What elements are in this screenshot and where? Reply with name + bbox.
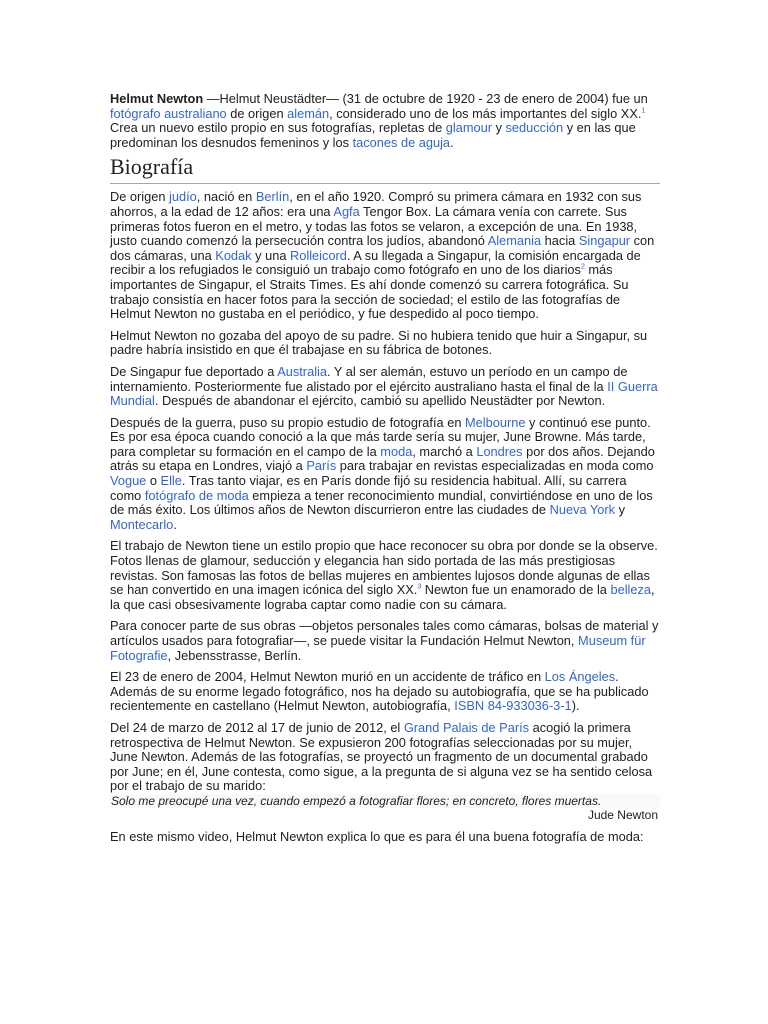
blockquote bbox=[110, 794, 660, 822]
link-grand-palais[interactable]: Grand Palais de París bbox=[403, 719, 530, 735]
link-australia[interactable]: Australia bbox=[277, 363, 327, 379]
text: . Además de su enorme legado fotográfico, nos ha dejado su autobiografía, que se ha publicado recientemente en castellano (Helmut Newton, autobiografía, bbox=[110, 669, 649, 714]
link-melbourne[interactable]: Melbourne bbox=[465, 414, 526, 430]
text: . bbox=[173, 516, 177, 532]
text: de origen bbox=[226, 105, 288, 121]
text: y una bbox=[251, 247, 290, 263]
text: , considerado uno de los más importantes del siglo XX. bbox=[329, 105, 642, 121]
text: , Jebensstrasse, Berlín. bbox=[167, 647, 302, 663]
text: . Tras tanto viajar, es en París donde fijó su residencia habitual. Allí, su carrera como bbox=[110, 473, 627, 503]
text: ). bbox=[571, 698, 580, 714]
paragraph-origin bbox=[110, 190, 660, 321]
quote-author: Jude Newton bbox=[587, 807, 658, 822]
text: empieza a tener reconocimiento mundial, convirtiéndose en uno de los de más éxito. Los últimos años de Newton discurrieron entre las ciudades de bbox=[110, 487, 653, 518]
paragraph-foundation bbox=[110, 619, 660, 663]
quote-text: Solo me preocupé una vez, cuando empezó a fotografiar flores; en concreto, flores muertas. bbox=[110, 794, 660, 808]
text: , marchó a bbox=[412, 443, 477, 459]
reference-2[interactable]: 2 bbox=[580, 264, 585, 272]
text: Después de la guerra, puso su propio estudio de fotografía en bbox=[110, 414, 465, 430]
reference-1[interactable]: 1 bbox=[641, 107, 646, 115]
link-fotografo-australiano[interactable]: fotógrafo australiano bbox=[110, 105, 227, 121]
link-agfa[interactable]: Agfa bbox=[333, 203, 360, 219]
text: Crea un nuevo estilo propio en sus fotografías, repletas de bbox=[110, 120, 446, 136]
link-kodak[interactable]: Kodak bbox=[215, 247, 252, 263]
link-rolleicord[interactable]: Rolleicord bbox=[290, 247, 347, 263]
link-montecarlo[interactable]: Montecarlo bbox=[110, 516, 174, 532]
text: , en el año 1920. Compró su primera cámara en 1932 con sus ahorros, a la edad de 12 años: era una bbox=[110, 189, 642, 219]
link-alemania[interactable]: Alemania bbox=[487, 233, 542, 249]
link-judio[interactable]: judío bbox=[169, 189, 197, 205]
text: De origen bbox=[110, 189, 170, 205]
text: con dos cámaras, una bbox=[110, 233, 655, 263]
text: y en las que predominan los desnudos femeninos y los bbox=[110, 120, 636, 150]
link-isbn[interactable]: ISBN 84-933036-3-1 bbox=[454, 698, 572, 714]
text: acogió la primera retrospectiva de Helmut Newton. Se expusieron 200 fotografías seleccionadas por su mujer, June Newton. Además de las fotografías, se proyectó un fragmento de un documental grabado por June; en él, June contesta, como sigue, a la pregunta de si alguna vez se ha sentido celosa por el trabajo de su marido: bbox=[110, 719, 653, 794]
paragraph-career bbox=[110, 416, 660, 533]
text: y continuó ese punto. Es por esa época cuando conoció a la que más tarde sería su mujer, June Browne. Más tarde, para completar su formación en el campo de la bbox=[110, 414, 651, 459]
link-berlin[interactable]: Berlín bbox=[255, 189, 290, 205]
link-singapur[interactable]: Singapur bbox=[578, 233, 631, 249]
paragraph-retrospective bbox=[110, 721, 660, 794]
text: o bbox=[146, 473, 161, 489]
article bbox=[110, 92, 660, 845]
text: En este mismo video, Helmut Newton explica lo que es para él una buena fotografía de moda: bbox=[110, 828, 644, 844]
paragraph-style bbox=[110, 539, 660, 612]
text: . Después de abandonar el ejército, cambió su apellido Neustädter por Newton. bbox=[154, 393, 606, 409]
text: por dos años. Dejando atrás su etapa en Londres, viajó a bbox=[110, 443, 655, 474]
section-heading-biografia: Biografía bbox=[110, 154, 660, 184]
link-glamour[interactable]: glamour bbox=[445, 120, 493, 136]
text: . bbox=[450, 134, 454, 150]
paragraph-video bbox=[110, 830, 660, 845]
text: , la que casi obsesivamente lograba captar como nadie con su cámara. bbox=[110, 582, 655, 612]
text: . Y al ser alemán, estuvo un período en un campo de internamiento. Posteriormente fue alistado por el ejército australiano hasta el final de la bbox=[110, 363, 628, 394]
text: hacia bbox=[541, 233, 579, 249]
link-tacones-de-aguja[interactable]: tacones de aguja bbox=[352, 134, 451, 150]
text: De Singapur fue deportado a bbox=[110, 363, 278, 379]
intro-paragraph bbox=[110, 92, 660, 150]
reference-3[interactable]: 3 bbox=[417, 583, 422, 591]
text: y bbox=[492, 120, 506, 136]
text: —Helmut Neustädter— (31 de octubre de 1920 - 23 de enero de 2004) fue un bbox=[203, 91, 648, 106]
link-belleza[interactable]: belleza bbox=[610, 582, 652, 598]
link-elle[interactable]: Elle bbox=[160, 473, 182, 489]
paragraph-father bbox=[110, 329, 660, 358]
link-museum-fur-fotografie[interactable]: Museum für Fotografie bbox=[110, 633, 646, 663]
link-moda[interactable]: moda bbox=[380, 443, 413, 459]
text: , nació en bbox=[196, 189, 256, 205]
paragraph-australia bbox=[110, 365, 660, 409]
text: Del 24 de marzo de 2012 al 17 de junio de 2012, el bbox=[110, 719, 404, 735]
text: . A su llegada a Singapur, la comisión encargada de recibir a los refugiados le consiguió un trabajo como fotógrafo en uno de los diarios bbox=[110, 247, 641, 278]
link-ii-guerra-mundial[interactable]: II Guerra Mundial bbox=[110, 378, 658, 409]
text: y bbox=[615, 502, 626, 518]
link-aleman[interactable]: alemán bbox=[287, 105, 330, 121]
link-nueva-york[interactable]: Nueva York bbox=[549, 502, 616, 518]
link-paris[interactable]: París bbox=[306, 458, 337, 474]
link-fotografo-de-moda[interactable]: fotógrafo de moda bbox=[144, 487, 249, 503]
text: Newton fue un enamorado de la bbox=[421, 582, 611, 598]
text: más importantes de Singapur, el Straits Times. Es ahí donde comenzó su carrera fotográfica. Su trabajo consistía en hacer fotos para la sección de sociedad; el estilo de las fotografías de Helmut Newton no gustaba en el periódico, y fue despedido al poco tiempo. bbox=[110, 262, 629, 322]
subject-name: Helmut Newton bbox=[110, 91, 204, 106]
text: Para conocer parte de sus obras —objetos personales tales como cámaras, bolsas de material y artículos usados para fotografiar—, se puede visitar la Fundación Helmut Newton, bbox=[110, 618, 659, 648]
text: El trabajo de Newton tiene un estilo propio que hace reconocer su obra por donde se la observe. Fotos llenas de glamour, seducción y elegancia han sido portada de las más prestigiosas revistas. Son famosas las fotos de bellas mujeres en ambientes lujosos donde algunas de ellas se han convertido en una imagen icónica del siglo XX. bbox=[110, 538, 658, 598]
text: para trabajar en revistas especializadas en moda como bbox=[336, 458, 654, 474]
text: Tengor Box. La cámara venía con carrete. Sus primeras fotos fueron en el metro, y todas las fotos se velaron, a excepción de una. En 1938, justo cuando comenzó la persecución contra los judíos, abandonó bbox=[110, 203, 638, 249]
text: Helmut Newton no gozaba del apoyo de su padre. Si no hubiera tenido que huir a Singapur, su padre habría insistido en que él trabajase en su fábrica de botones. bbox=[110, 327, 648, 358]
link-los-angeles[interactable]: Los Ángeles bbox=[544, 669, 616, 685]
text: El 23 de enero de 2004, Helmut Newton murió en un accidente de tráfico en bbox=[110, 669, 545, 685]
link-londres[interactable]: Londres bbox=[476, 443, 523, 459]
link-vogue[interactable]: Vogue bbox=[110, 473, 147, 489]
link-seduccion[interactable]: seducción bbox=[505, 120, 564, 136]
paragraph-death bbox=[110, 670, 660, 714]
